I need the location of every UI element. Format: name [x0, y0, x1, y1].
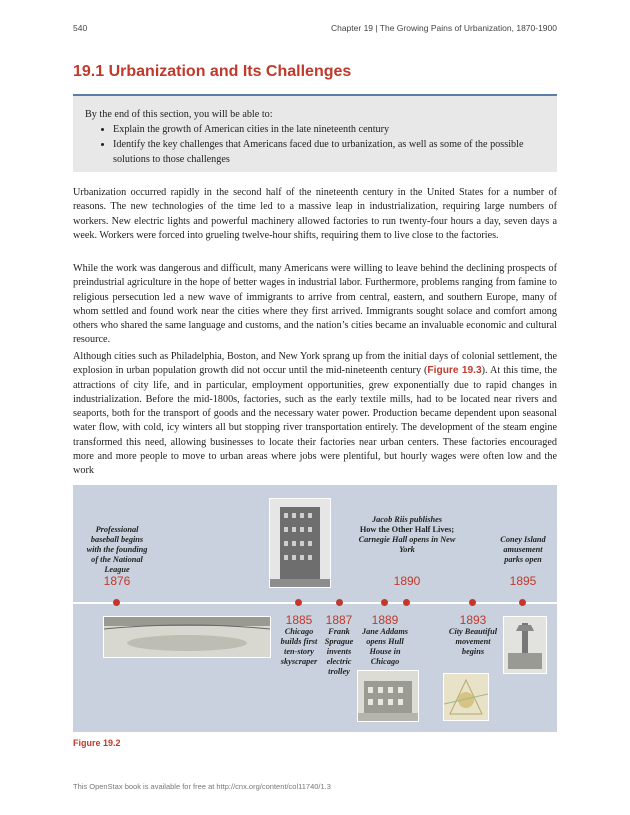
- event-1893-marker: [469, 599, 476, 606]
- event-1895-year: 1895: [509, 574, 537, 588]
- event-1889-text: Jane Addams opens Hull House in Chicago: [361, 627, 409, 666]
- event-1889-marker: [381, 599, 388, 606]
- timeline-axis: [73, 602, 557, 604]
- baseball-field-photo: [103, 616, 271, 658]
- event-1890-book-title: How the Other Half Lives;: [359, 525, 455, 534]
- event-1895-marker: [519, 599, 526, 606]
- event-1876-marker: [113, 599, 120, 606]
- section-title: 19.1 Urbanization and Its Challenges: [73, 63, 352, 80]
- event-1890-line-a: Jacob Riis publishes: [371, 515, 443, 524]
- event-1887-marker: [336, 599, 343, 606]
- event-1893-year: 1893: [459, 613, 487, 627]
- event-1890-text: [357, 515, 457, 555]
- hull-house-photo: [357, 670, 419, 722]
- event-1890-line-c: Carnegie Hall opens in New York: [358, 535, 456, 554]
- event-1885-year: 1885: [285, 613, 313, 627]
- timeline-figure: [73, 485, 557, 732]
- chapter-header: Chapter 19 | The Growing Pains of Urbanization, 1870-1900: [330, 23, 557, 33]
- paragraph-3: [73, 350, 557, 479]
- paragraph-2: While the work was dangerous and difficult, many Americans were willing to leave behind the declining prospects of preindustrial agriculture in the hope of better wages in industrial labor. Furthermore, problems ranging from famine to religious persecution led a new wave of immigrants to arrive from central, eastern, and southern Europe, many of whom settled and found work near the cities where they first arrived. Immigrants sought solace and comfort among others who shared the same language and customs, and the nation’s cities became an invaluable economic and cultural resource.: [73, 263, 557, 346]
- event-1876-text: Professional baseball begins with the founding of the National League: [86, 525, 148, 574]
- event-1895-text: Coney Island amusement parks open: [500, 535, 546, 564]
- paragraph-3-text: Although cities such as Philadelphia, Boston, and New York sprang up from the initial days of colonial settlement, the explosion in urban population growth did not occur until the mid-nineteenth century (: [73, 351, 557, 377]
- event-1889-year: 1889: [371, 613, 399, 627]
- figure-reference-link[interactable]: Figure 19.3: [427, 365, 482, 377]
- paragraph-3-text-cont: ). At this time, the attractions of city life, and in particular, employment opportunities, grew exponentially due to rapid changes in industrialization. Before the mid-1800s, factories, such as the early textile mills, had to be located near rivers and seaports, both for the transport of goods and the necessary water power. Production became dependent upon seasonal water flow, with cold, icy winters all but stopping river transportation entirely. The development of the steam engine transformed this need, allowing businesses to locate their factories near urban centers. These factories encouraged more and more people to move to urban areas where jobs were plentiful, but hourly wages were often low and the work: [73, 365, 557, 477]
- event-1890-year: 1890: [393, 574, 421, 588]
- event-1887-year: 1887: [325, 613, 353, 627]
- event-1885-marker: [295, 599, 302, 606]
- objective-item: • Explain the growth of American cities in the late nineteenth century: [113, 122, 545, 137]
- event-1893-text: City Beautiful movement begins: [448, 627, 498, 656]
- paragraph-1: Urbanization occurred rapidly in the second half of the nineteenth century in the United States for a number of reasons. The new technologies of the time led to a massive leap in industrialization, requiring large numbers of workers. New electric lights and powerful machinery allowed factories to run twenty-four hours a day, seven days a week. Workers were forced into grueling twelve-hour shifts, requiring them to live close to the factories.: [73, 187, 557, 241]
- objectives-intro: By the end of this section, you will be able to:: [85, 109, 273, 120]
- event-1885-text: Chicago builds first ten-story skyscraper: [280, 627, 318, 666]
- figure-caption: Figure 19.2: [73, 738, 121, 748]
- objective-item: • Identify the key challenges that Americans faced due to urbanization, as well as some of the possible solutions to those challenges: [113, 137, 545, 167]
- page-footer: This OpenStax book is available for free at http://cnx.org/content/col11740/1.3: [73, 782, 331, 791]
- coney-island-photo: [503, 616, 547, 674]
- page-number: 540: [73, 23, 88, 33]
- learning-objectives-box: [73, 94, 557, 172]
- event-1887-text: Frank Sprague invents electric trolley: [324, 627, 354, 676]
- event-1876-year: 1876: [103, 574, 131, 588]
- objectives-list: [85, 122, 545, 167]
- city-plan-map: [443, 673, 489, 721]
- skyscraper-photo: [269, 498, 331, 588]
- event-1890-marker: [403, 599, 410, 606]
